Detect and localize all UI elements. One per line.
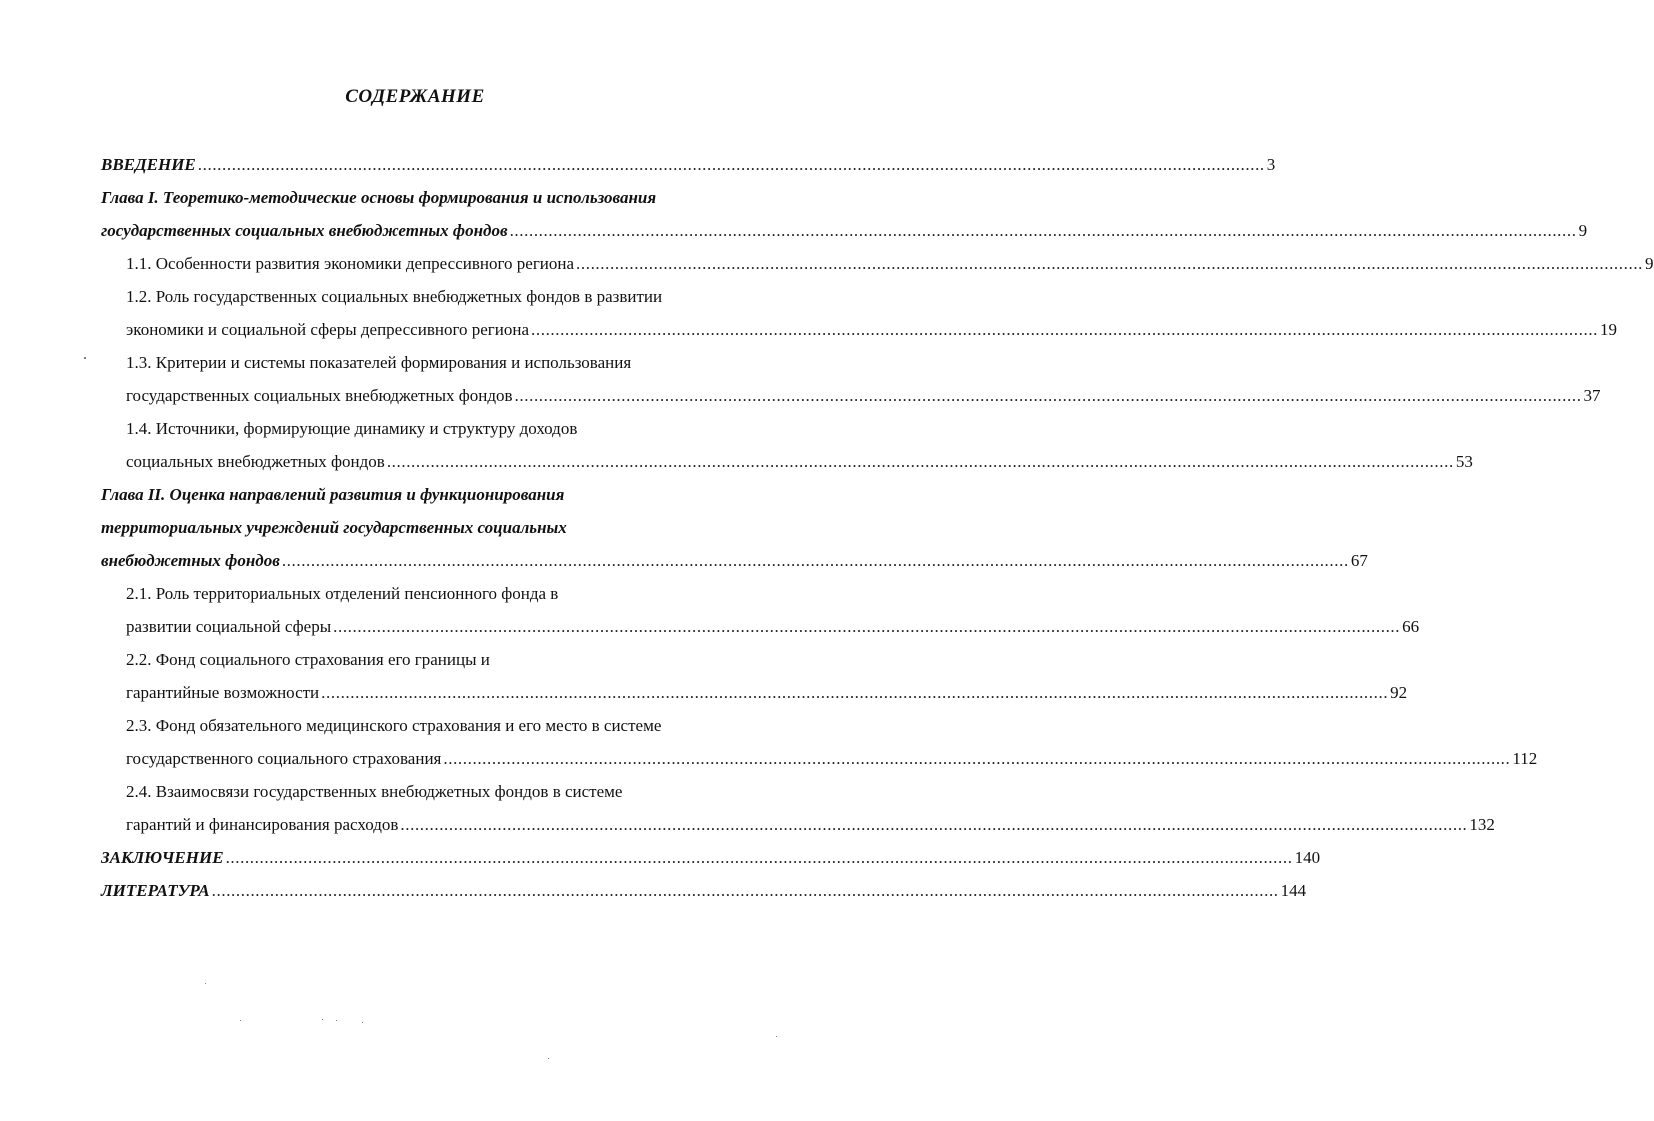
toc-entry-section-2-1-line-1 — [101, 577, 742, 610]
toc-entry-title: государственных социальных внебюджетных фондов — [126, 386, 513, 405]
toc-entry-section-2-2-line-2 — [101, 676, 1408, 709]
toc-entry-title: гарантий и финансирования расходов — [126, 815, 399, 834]
toc-entry-title: государственного социального страхования — [126, 749, 442, 768]
toc-entry-literature — [101, 874, 1307, 907]
toc-entry-chapter-2-line-2 — [101, 511, 742, 544]
toc-entry-section-1-3-line-2 — [101, 379, 1601, 412]
toc-entry-title: территориальных учреждений государственных социальных — [101, 518, 567, 537]
scan-speck — [84, 357, 86, 359]
toc-entry-section-1-3-line-1 — [101, 346, 742, 379]
toc-page-number: 53 — [1455, 452, 1473, 471]
toc-entry-chapter-2-line-1 — [101, 478, 742, 511]
toc-entry-title: внебюджетных фондов — [101, 551, 280, 570]
scan-speck — [336, 1020, 337, 1021]
toc-page-number: 112 — [1512, 749, 1538, 768]
toc-entry-chapter-1-line-1 — [101, 181, 742, 214]
toc-entry-title: ЗАКЛЮЧЕНИЕ — [101, 848, 224, 867]
toc-page-number: 3 — [1266, 155, 1276, 174]
toc-page-number: 132 — [1469, 815, 1495, 834]
toc-entry-title: государственных социальных внебюджетных фондов — [101, 221, 508, 240]
scan-speck — [362, 1022, 363, 1023]
dot-leader: ............................................................................................................................................................................................................................ — [321, 683, 1389, 702]
toc-entry-section-1-2-line-2 — [101, 313, 1618, 346]
toc-entry-title: ЛИТЕРАТУРА — [101, 881, 210, 900]
dot-leader: ............................................................................................................................................................................................................................ — [333, 617, 1401, 636]
toc-entry-title: Глава I. Теоретико-методические основы формирования и использования — [101, 188, 657, 207]
toc-page-number: 37 — [1583, 386, 1601, 405]
toc-entry-section-1-4-line-2 — [101, 445, 1473, 478]
toc-entry-conclusion — [101, 841, 1321, 874]
toc-entry-section-2-3-line-1 — [101, 709, 742, 742]
dot-leader: ............................................................................................................................................................................................................................ — [400, 815, 1468, 834]
dot-leader: ............................................................................................................................................................................................................................ — [386, 452, 1454, 471]
dot-leader: ............................................................................................................................................................................................................................ — [281, 551, 1349, 570]
toc-entry-section-1-4-line-1 — [101, 412, 742, 445]
toc-entry-title: экономики и социальной сферы депрессивного региона — [126, 320, 530, 339]
scan-speck — [548, 1058, 549, 1059]
toc-entry-chapter-1-line-2 — [101, 214, 1588, 247]
scan-speck — [776, 1036, 777, 1037]
toc-page-number: 67 — [1350, 551, 1368, 570]
toc-entry-chapter-2-line-3 — [101, 544, 1368, 577]
scan-speck — [240, 1020, 241, 1021]
dot-leader: ............................................................................................................................................................................................................................ — [514, 386, 1582, 405]
toc-entry-title: развитии социальной сферы — [126, 617, 332, 636]
toc-entry-title: 2.4. Взаимосвязи государственных внебюджетных фондов в системе — [126, 782, 623, 801]
toc-entry-section-2-4-line-1 — [101, 775, 742, 808]
toc-page-number: 9 — [1578, 221, 1588, 240]
scan-speck — [322, 1019, 323, 1020]
toc-entry-title: 1.4. Источники, формирующие динамику и структуру доходов — [126, 419, 578, 438]
toc-entry-title: 1.1. Особенности развития экономики депрессивного региона — [126, 254, 575, 273]
toc-entry-title: 1.3. Критерии и системы показателей формирования и использования — [126, 353, 632, 372]
toc-entry-section-2-2-line-1 — [101, 643, 742, 676]
toc-page-number: 19 — [1600, 320, 1618, 339]
toc-entry-title: 2.2. Фонд социального страхования его границы и — [126, 650, 490, 669]
toc-page-number: 9 — [1645, 254, 1654, 273]
toc-page-number: 144 — [1280, 881, 1307, 900]
dot-leader: ............................................................................................................................................................................................................................ — [509, 221, 1577, 240]
toc-entry-section-2-3-line-2 — [101, 742, 1538, 775]
scan-speck — [205, 983, 206, 984]
toc-entry-title: 2.1. Роль территориальных отделений пенсионного фонда в — [126, 584, 559, 603]
toc-entry-section-2-4-line-2 — [101, 808, 1495, 841]
toc-entry-title: гарантийные возможности — [126, 683, 320, 702]
toc-entry-title: Глава II. Оценка направлений развития и функционирования — [101, 485, 565, 504]
toc-entry-intro — [101, 148, 1276, 181]
toc-entry-section-1-1 — [101, 247, 1654, 280]
toc-page-number: 140 — [1294, 848, 1321, 867]
dot-leader: ............................................................................................................................................................................................................................ — [576, 254, 1644, 273]
dot-leader: ............................................................................................................................................................................................................................ — [443, 749, 1511, 768]
page-title: СОДЕРЖАНИЕ — [345, 86, 485, 107]
dot-leader: ............................................................................................................................................................................................................................ — [225, 848, 1293, 867]
toc-entry-title: 1.2. Роль государственных социальных внебюджетных фондов в развитии — [126, 287, 663, 306]
dot-leader: ............................................................................................................................................................................................................................ — [531, 320, 1599, 339]
table-of-contents — [101, 148, 1654, 907]
toc-entry-section-1-2-line-1 — [101, 280, 742, 313]
toc-entry-section-2-1-line-2 — [101, 610, 1420, 643]
toc-page-number: 92 — [1390, 683, 1408, 702]
toc-entry-title: социальных внебюджетных фондов — [126, 452, 385, 471]
toc-page-number: 66 — [1402, 617, 1420, 636]
toc-entry-title: 2.3. Фонд обязательного медицинского страхования и его место в системе — [126, 716, 662, 735]
toc-entry-title: ВВЕДЕНИЕ — [101, 155, 196, 174]
dot-leader: ............................................................................................................................................................................................................................ — [211, 881, 1279, 900]
dot-leader: ............................................................................................................................................................................................................................ — [197, 155, 1265, 174]
